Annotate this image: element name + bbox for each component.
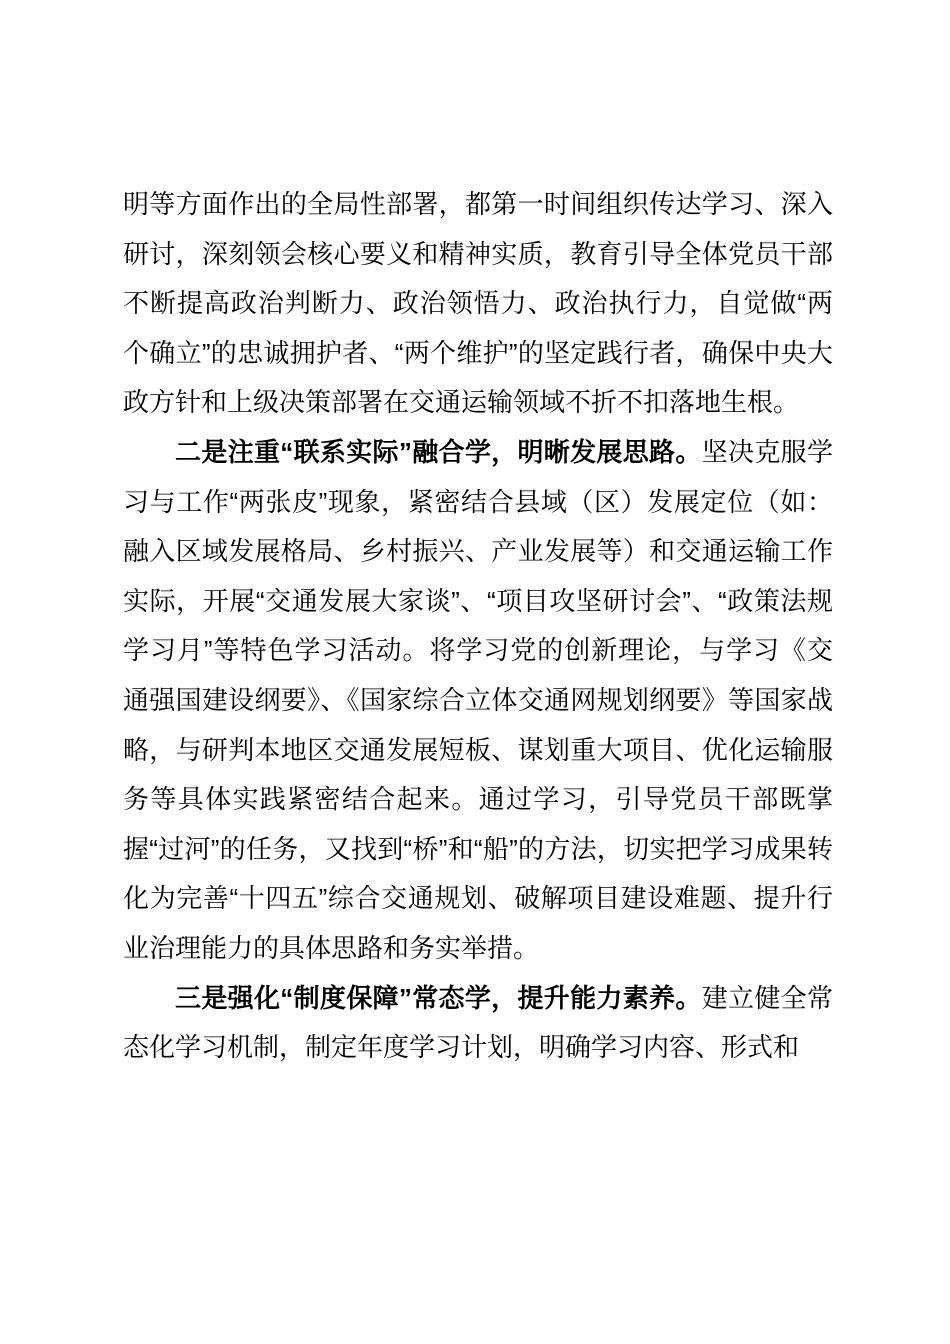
paragraph-text: 明等方面作出的全局性部署，都第一时间组织传达学习、深入研讨，深刻领会核心要义和精神实质，教育引导全体党员干部不断提高政治判断力、政治领悟力、政治执行力，自觉做“两个确立”的忠诚拥护者、“两个维护”的坚定践行者，确保中央大政方针和上级决策部署在交通运输领域不折不扣落地生根。 — [123, 189, 833, 418]
document-body — [123, 180, 833, 1073]
paragraph-text: 坚决克服学习与工作“两张皮”现象，紧密结合县域（区）发展定位（如：融入区域发展格局、乡村振兴、产业发展等）和交通运输工作实际，开展“交通发展大家谈”、“项目攻坚研讨会”、“政策法规学习月”等特色学习活动。将学习党的创新理论，与学习《交通强国建设纲要》、《国家综合立体交通网规划纲要》等国家战略，与研判本地区交通发展短板、谋划重大项目、优化运输服务等具体实践紧密结合起来。通过学习，引导党员干部既掌握“过河”的任务，又找到“桥”和“船”的方法，切实把学习成果转化为完善“十四五”综合交通规划、破解项目建设难题、提升行业治理能力的具体思路和务实举措。 — [123, 436, 833, 963]
paragraph-continuation — [123, 180, 833, 428]
paragraph-text: 建立健全常态化学习机制，制定年度学习计划，明确学习内容、形式和 — [123, 982, 833, 1063]
paragraph-lead: 二是注重“联系实际”融合学，明晰发展思路。 — [175, 436, 702, 467]
paragraph-second-point — [123, 428, 833, 974]
paragraph-third-point — [123, 974, 833, 1073]
paragraph-lead: 三是强化“制度保障”常态学，提升能力素养。 — [175, 982, 702, 1013]
